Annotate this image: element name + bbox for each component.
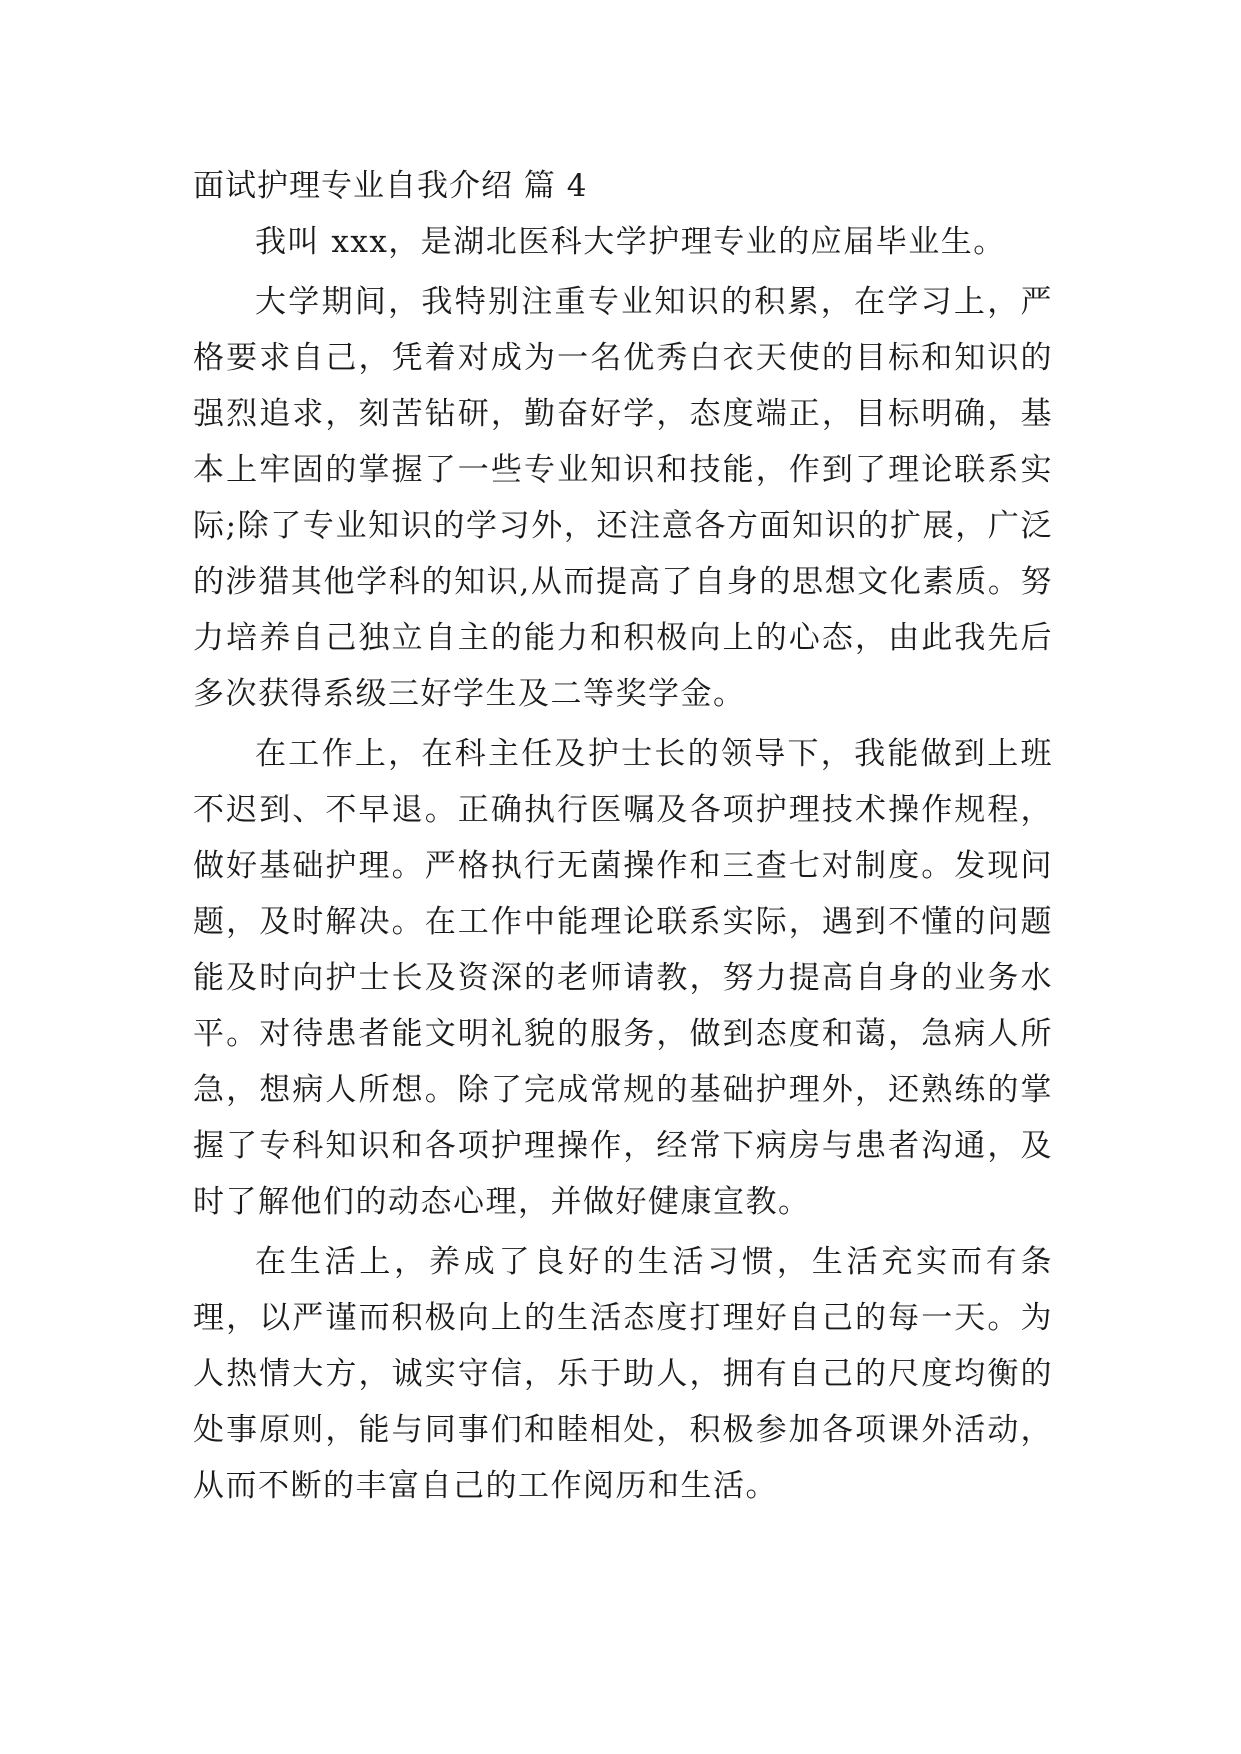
document-title: 面试护理专业自我介绍 篇 4 (193, 168, 588, 204)
paragraph-life: 在生活上，养成了良好的生活习惯，生活充实而有条理，以严谨而积极向上的生活态度打理好自己的每一天。为人热情大方，诚实守信，乐于助人，拥有自己的尺度均衡的处事原则，能与同事们和睦相处，积极参加各项课外活动，从而不断的丰富自己的工作阅历和生活。 (193, 1244, 1053, 1504)
paragraph-intro: 我叫 xxx，是湖北医科大学护理专业的应届毕业生。 (255, 224, 1006, 260)
document-body (193, 158, 1053, 1514)
paragraph-work: 在工作上，在科主任及护士长的领导下，我能做到上班不迟到、不早退。正确执行医嘱及各项护理技术操作规程，做好基础护理。严格执行无菌操作和三查七对制度。发现问题，及时解决。在工作中能理论联系实际，遇到不懂的问题能及时向护士长及资深的老师请教，努力提高自身的业务水平。对待患者能文明礼貌的服务，做到态度和蔼，急病人所急，想病人所想。除了完成常规的基础护理外，还熟练的掌握了专科知识和各项护理操作，经常下病房与患者沟通，及时了解他们的动态心理，并做好健康宣教。 (193, 736, 1053, 1220)
paragraph-university: 大学期间，我特别注重专业知识的积累，在学习上，严格要求自己，凭着对成为一名优秀白衣天使的目标和知识的强烈追求，刻苦钻研，勤奋好学，态度端正，目标明确，基本上牢固的掌握了一些专业知识和技能，作到了理论联系实际;除了专业知识的学习外，还注意各方面知识的扩展，广泛的涉猎其他学科的知识,从而提高了自身的思想文化素质。努力培养自己独立自主的能力和积极向上的心态，由此我先后多次获得系级三好学生及二等奖学金。 (193, 284, 1053, 712)
